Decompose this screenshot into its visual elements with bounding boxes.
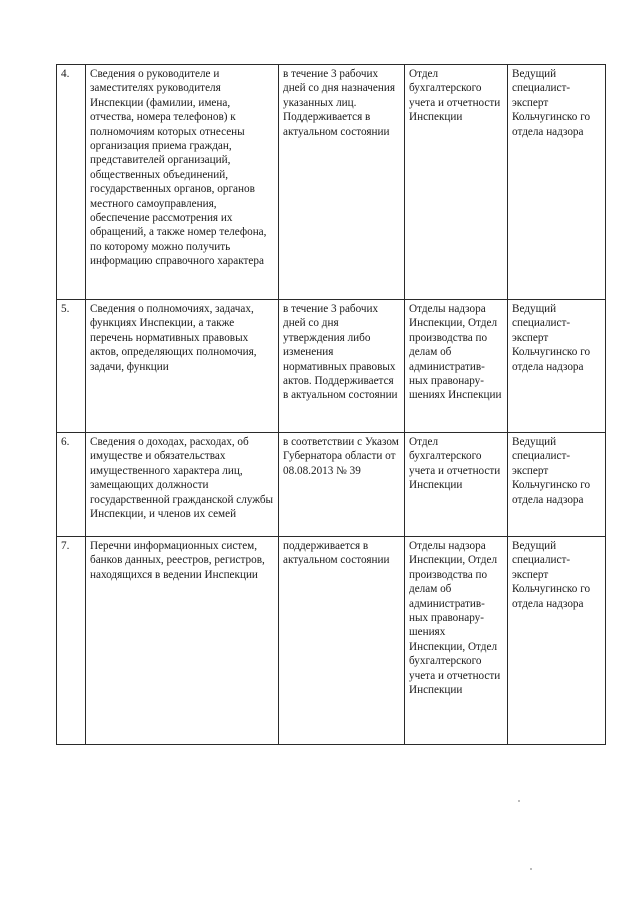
- responsible-person: Ведущий специалист-эксперт Кольчугинско го отдела надзора: [508, 537, 606, 745]
- responsible-department: Отдел бухгалтерского учета и отчетности Инспекции: [405, 65, 508, 300]
- publication-term: в соответствии с Указом Губернатора области от 08.08.2013 № 39: [279, 433, 405, 537]
- row-number: 5.: [57, 300, 86, 433]
- responsible-person: Ведущий специалист-эксперт Кольчугинско го отдела надзора: [508, 300, 606, 433]
- row-number: 6.: [57, 433, 86, 537]
- table-row: [57, 65, 606, 300]
- info-description: Сведения о руководителе и заместителях руководителя Инспекции (фамилии, имена, отчества, номера телефонов) к полномочиям которых отнесены организация приема граждан, представителей организаций, общественных объединений, государственных органов, органов местного самоуправления, обеспечение рассмотрения их обращений, а также номер телефона, по которому можно получить информацию справочного характера: [86, 65, 279, 300]
- info-description: Сведения о полномочиях, задачах, функциях Инспекции, а также перечень нормативных правовых актов, определяющих полномочия, задачи, функции: [86, 300, 279, 433]
- row-number: 7.: [57, 537, 86, 745]
- publication-term: в течение 3 рабочих дней со дня утверждения либо изменения нормативных правовых актов. Поддерживается в актуальном состоянии: [279, 300, 405, 433]
- responsible-person: Ведущий специалист-эксперт Кольчугинско го отдела надзора: [508, 433, 606, 537]
- table-row: [57, 433, 606, 537]
- responsible-department: Отделы надзора Инспекции, Отдел производства по делам об административ-ных правонару-шениях Инспекции, Отдел бухгалтерского учета и отчетности Инспекции: [405, 537, 508, 745]
- info-description: Перечни информационных систем, банков данных, реестров, регистров, находящихся в ведении Инспекции: [86, 537, 279, 745]
- publication-term: в течение 3 рабочих дней со дня назначения указанных лиц. Поддерживается в актуальном состоянии: [279, 65, 405, 300]
- scan-speck: [530, 868, 532, 870]
- info-description: Сведения о доходах, расходах, об имуществе и обязательствах имущественного характера лиц, замещающих должности государственной гражданской службы Инспекции, и членов их семей: [86, 433, 279, 537]
- responsible-person: Ведущий специалист-эксперт Кольчугинско го отдела надзора: [508, 65, 606, 300]
- table-row: [57, 537, 606, 745]
- responsibility-table: [56, 64, 606, 745]
- publication-term: поддерживается в актуальном состоянии: [279, 537, 405, 745]
- row-number: 4.: [57, 65, 86, 300]
- table-row: [57, 300, 606, 433]
- responsible-department: Отделы надзора Инспекции, Отдел производства по делам об административ-ных правонару-шениях Инспекции: [405, 300, 508, 433]
- scan-speck: [518, 800, 520, 802]
- responsible-department: Отдел бухгалтерского учета и отчетности Инспекции: [405, 433, 508, 537]
